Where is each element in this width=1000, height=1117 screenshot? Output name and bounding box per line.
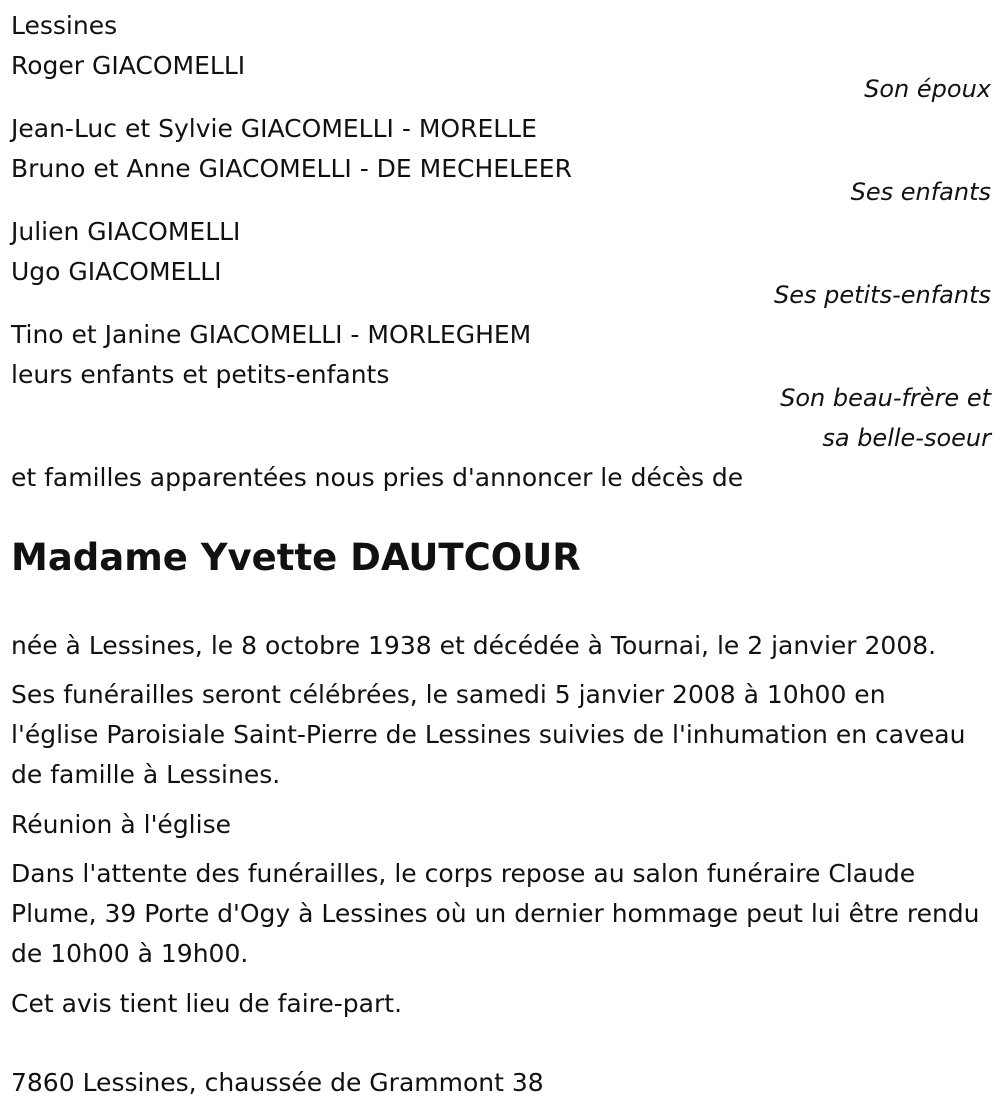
- family-name: leurs enfants et petits-enfants: [11, 360, 390, 389]
- family-name: Ugo GIACOMELLI: [11, 257, 222, 286]
- address: 7860 Lessines, chaussée de Grammont 38: [11, 1068, 544, 1097]
- paragraph-funeral: Ses funérailles seront célébrées, le samedi 5 janvier 2008 à 10h00 en l'église Paroisiale Saint-Pierre de Lessines suivies de l'inhumation en caveau de famille à Lessines.: [11, 680, 966, 789]
- family-role: Ses enfants: [850, 178, 991, 206]
- family-role: Son époux: [864, 75, 991, 103]
- header-city: Lessines: [11, 11, 118, 40]
- family-name: Roger GIACOMELLI: [11, 51, 246, 80]
- family-role: Ses petits-enfants: [773, 281, 991, 309]
- family-name: Julien GIACOMELLI: [11, 217, 241, 246]
- paragraph-birth-death: née à Lessines, le 8 octobre 1938 et décédée à Tournai, le 2 janvier 2008.: [11, 631, 937, 660]
- family-role: sa belle-soeur: [822, 424, 991, 452]
- family-name: Jean-Luc et Sylvie GIACOMELLI - MORELLE: [11, 114, 537, 143]
- paragraph-meeting: Réunion à l'église: [11, 810, 231, 839]
- family-name: Tino et Janine GIACOMELLI - MORLEGHEM: [11, 320, 532, 349]
- deceased-name: Madame Yvette DAUTCOUR: [11, 536, 581, 579]
- family-role: Son beau-frère et: [780, 384, 991, 412]
- paragraph-notice: Cet avis tient lieu de faire-part.: [11, 989, 403, 1018]
- paragraph-viewing: Dans l'attente des funérailles, le corps repose au salon funéraire Claude Plume, 39 Porte d'Ogy à Lessines où un dernier hommage peut lui être rendu de 10h00 à 19h00.: [11, 859, 980, 968]
- announcement-text: et familles apparentées nous pries d'annoncer le décès de: [11, 463, 744, 492]
- family-name: Bruno et Anne GIACOMELLI - DE MECHELEER: [11, 154, 572, 183]
